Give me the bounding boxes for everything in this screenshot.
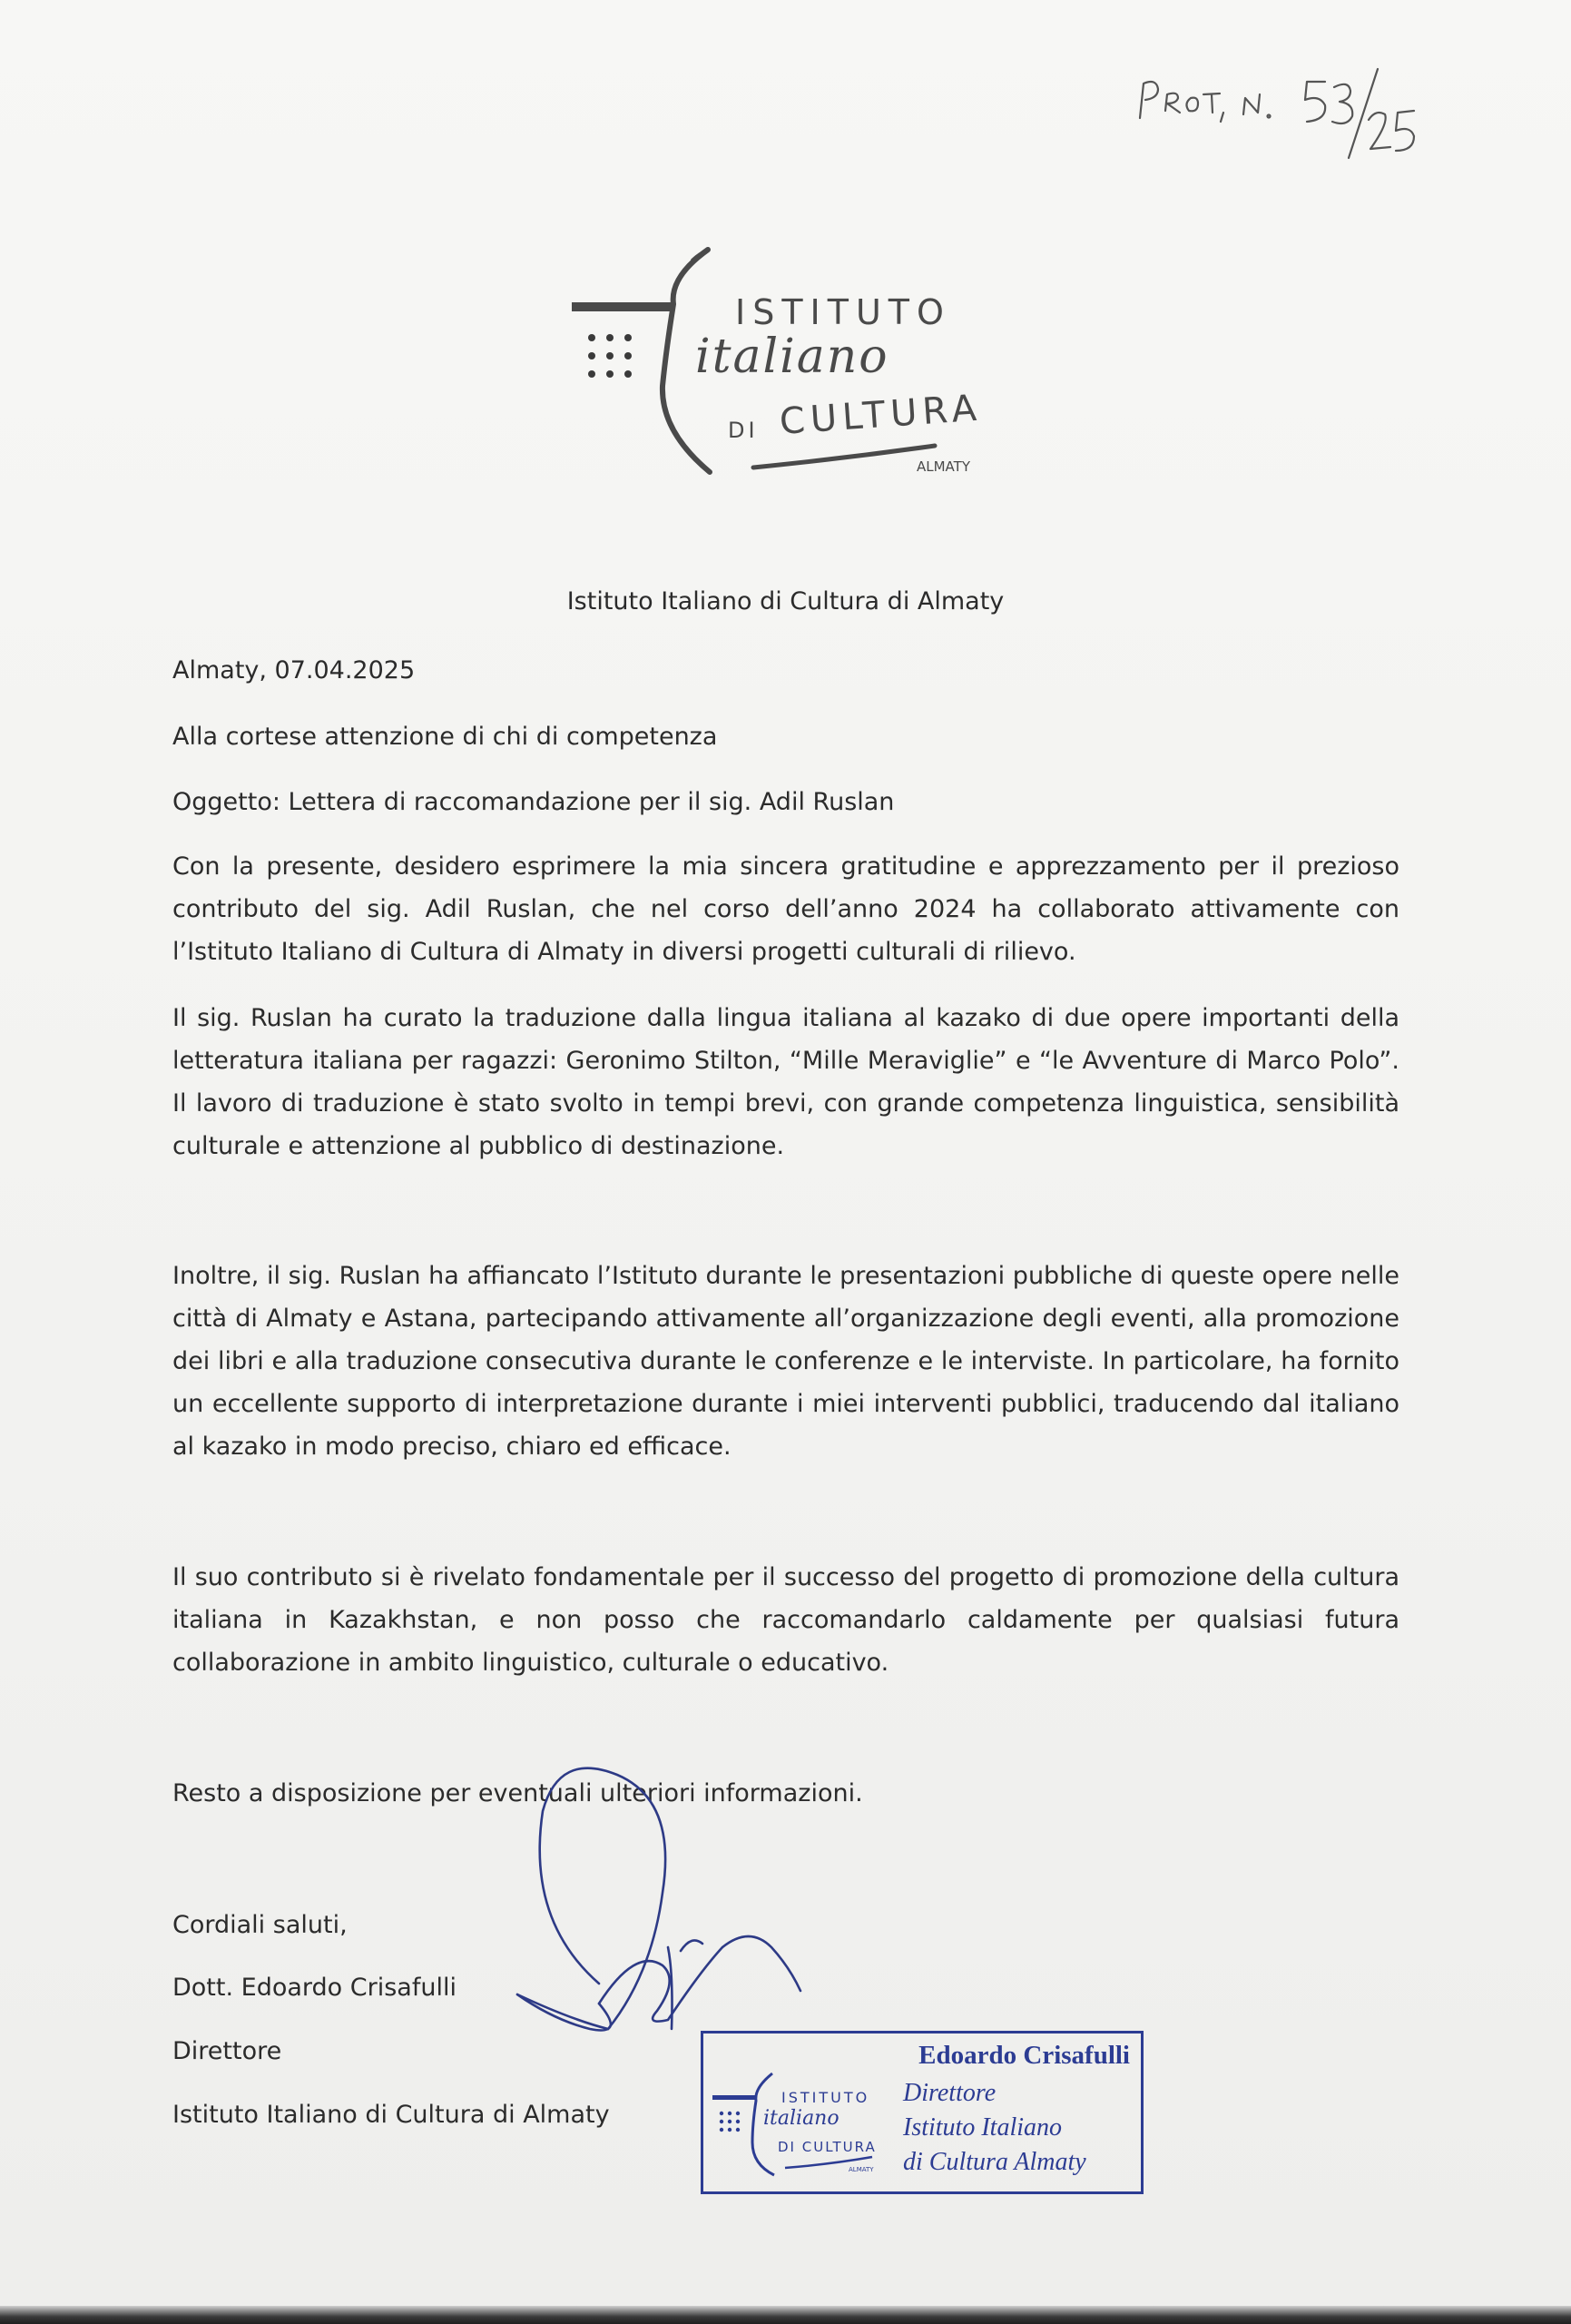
logo-bar [572,302,672,311]
stamp-logo-cultura: DI CULTURA [778,2139,877,2155]
stamp-logo-graphic [712,2070,889,2179]
scan-bottom-edge [0,2306,1571,2324]
logo-swoosh [753,446,935,468]
director-stamp [701,2031,1144,2194]
stamp-logo-almaty: ALMATY [849,2166,874,2173]
stamp-role: Direttore [903,2079,997,2107]
signer-institute: Istituto Italiano di Cultura di Almaty [172,2101,610,2129]
logo-dots [588,334,632,378]
logo-text-istituto: ISTITUTO [735,292,951,332]
stamp-logo-istituto: ISTITUTO [781,2089,870,2106]
logo-text-di: DI [728,418,759,443]
handwritten-protocol-number [1125,64,1470,163]
stamp-logo [712,2070,889,2179]
stamp-logo-dots [720,2112,740,2132]
stamp-logo-italiano: italiano [763,2107,840,2130]
logo-text-italiano: italiano [695,330,889,384]
letter-paragraph-5: Resto a disposizione per eventuali ulteriori informazioni. [172,1779,863,1807]
institute-logo-graphic [572,241,989,481]
stamp-logo-bar [712,2095,756,2100]
logo-text-almaty: ALMATY [917,458,970,475]
stamp-institute-line-2: di Cultura Almaty [903,2148,1086,2176]
letter-paragraph-4: Il suo contributo si è rivelato fondamentale per il successo del progetto di promozione della cultura italiana in Kazakhstan, e non posso che raccomandarlo caldamente per qualsiasi futura collaborazione in ambito linguistico, culturale o educativo. [172,1563,1399,1677]
stamp-name: Edoardo Crisafulli [918,2041,1130,2070]
signer-role: Direttore [172,2037,282,2065]
logo-text-cultura: CULTURA [778,387,984,443]
letter-paragraph-1: Con la presente, desidero esprimere la mia sincera gratitudine e apprezzamento per il prezioso contributo del sig. Adil Ruslan, che nel corso dell’anno 2024 ha collaborato attivamente con l’Istituto Italiano di Cultura di Almaty in diversi progetti culturali di rilievo. [172,852,1399,966]
handwritten-signature [490,1757,871,2056]
signature-strokes [490,1757,871,2056]
letter-closing: Cordiali saluti, [172,1911,348,1939]
letterhead-institute-name: Istituto Italiano di Cultura di Almaty [566,587,1005,615]
letter-subject: Oggetto: Lettera di raccomandazione per il sig. Adil Ruslan [172,788,895,816]
signer-name: Dott. Edoardo Crisafulli [172,1974,457,2002]
protocol-handwriting [1125,64,1470,163]
letter-paragraph-3: Inoltre, il sig. Ruslan ha affiancato l’Istituto durante le presentazioni pubbliche di queste opere nelle città di Almaty e Astana, partecipando attivamente all’organizzazione degli eventi, alla promozione dei libri e alla traduzione consecutiva durante le conferenze e le interviste. In particolare, ha fornito un eccellente supporto di interpretazione durante i miei interventi pubblici, traducendo dal italiano al kazako in modo preciso, chiaro ed efficace. [172,1262,1399,1461]
letter-attention: Alla cortese attenzione di chi di competenza [172,723,718,751]
letter-paragraph-2: Il sig. Ruslan ha curato la traduzione dalla lingua italiana al kazako di due opere importanti della letteratura italiana per ragazzi: Geronimo Stilton, “Mille Meraviglie” e “le Avventure di Marco Polo”. Il lavoro di traduzione è stato svolto in tempi brevi, con grande competenza linguistica, sensibilità culturale e attenzione al pubblico di destinazione. [172,1004,1399,1160]
stamp-institute-line-1: Istituto Italiano [903,2113,1062,2142]
letter-date: Almaty, 07.04.2025 [172,656,416,684]
institute-logo [572,241,989,481]
